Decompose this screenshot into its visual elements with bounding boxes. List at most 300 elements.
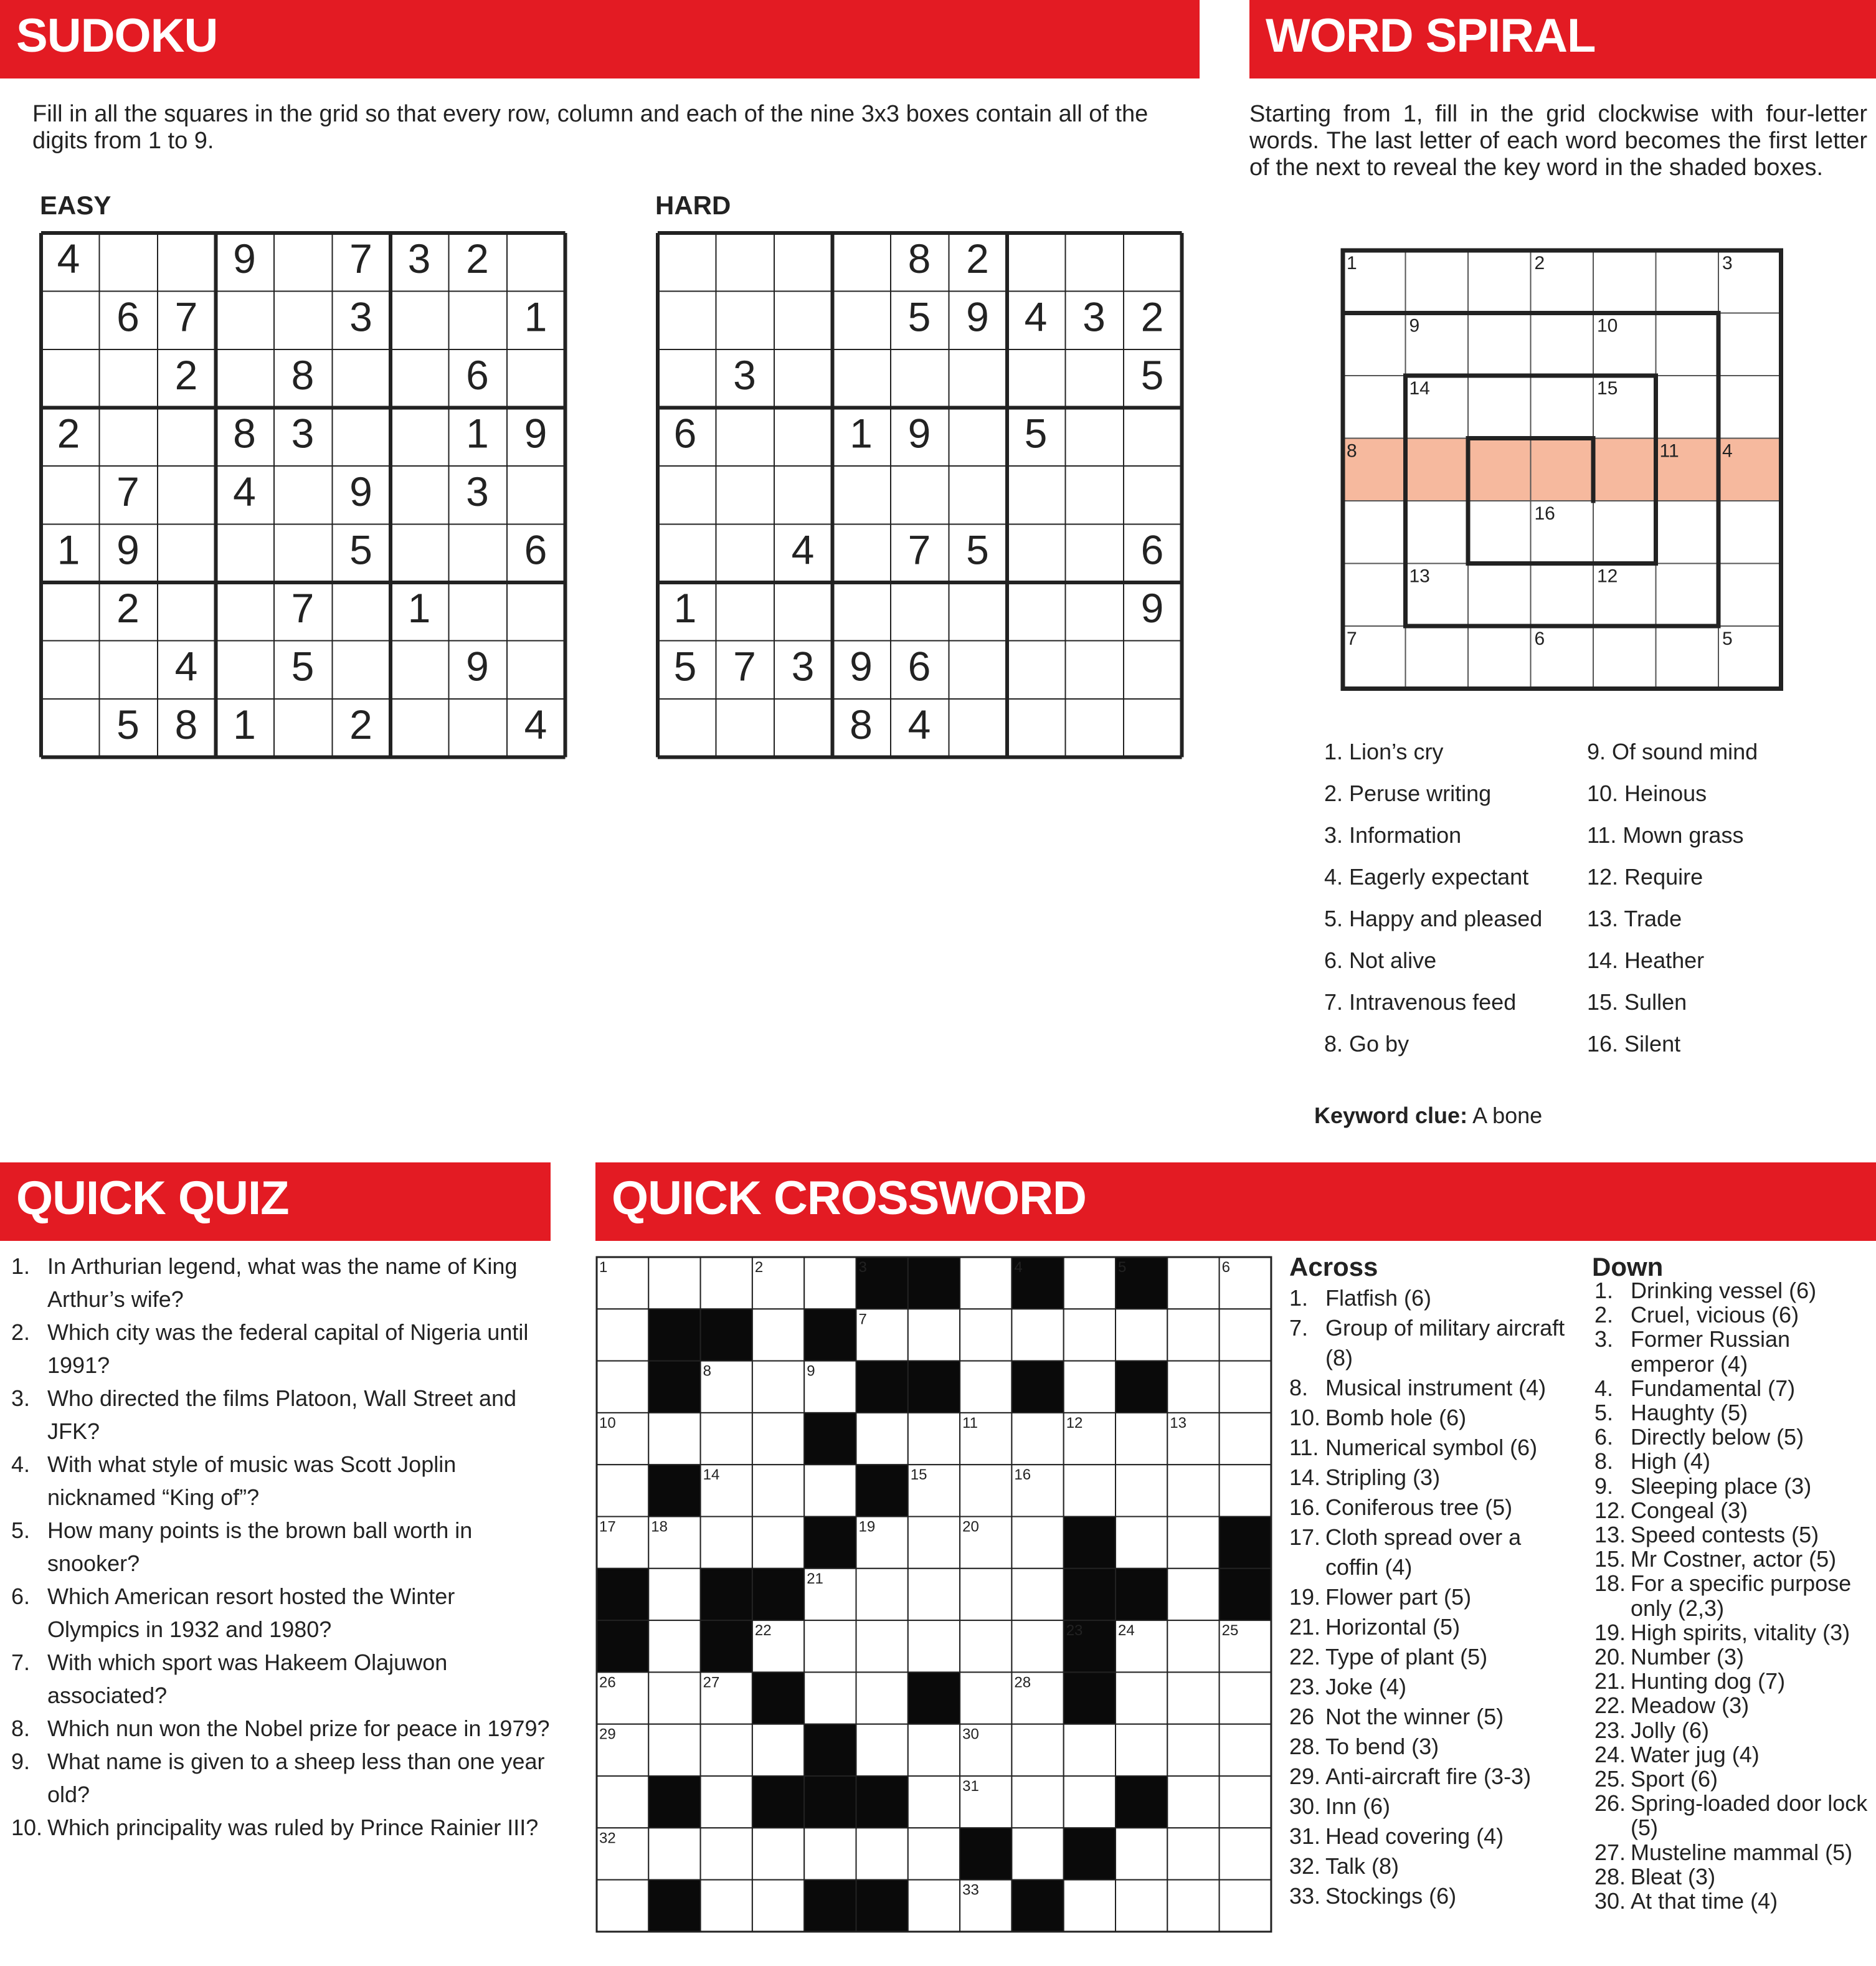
easy-given-digit: 2 [116, 585, 140, 631]
easy-empty-cell[interactable] [100, 349, 158, 408]
easy-empty-cell[interactable] [216, 641, 275, 700]
crossword-cell[interactable] [648, 1672, 700, 1724]
hard-given-digit: 5 [1140, 352, 1164, 398]
hard-empty-cell[interactable] [949, 699, 1008, 757]
hard-empty-cell[interactable] [833, 582, 891, 641]
crossword-cell[interactable] [856, 1672, 908, 1724]
hard-empty-cell[interactable] [1066, 582, 1124, 641]
hard-empty-cell[interactable] [658, 292, 716, 350]
crossword-cell[interactable] [648, 1413, 700, 1465]
crossword-clue [1289, 1582, 1570, 1612]
crossword-cell[interactable] [1116, 1672, 1167, 1724]
crossword-cell[interactable] [1116, 1309, 1167, 1361]
easy-empty-cell[interactable] [391, 525, 449, 583]
crossword-block [856, 1361, 908, 1413]
hard-empty-cell[interactable] [774, 349, 833, 408]
easy-sudoku-grid[interactable] [41, 233, 568, 760]
hard-empty-cell[interactable] [833, 525, 891, 583]
hard-empty-cell[interactable] [1066, 525, 1124, 583]
crossword-block [856, 1880, 908, 1932]
spiral-cell-number: 13 [1409, 566, 1430, 587]
crossword-cell[interactable] [752, 1724, 804, 1776]
hard-empty-cell[interactable] [833, 349, 891, 408]
hard-empty-cell[interactable] [716, 408, 775, 467]
easy-empty-cell[interactable] [158, 466, 216, 525]
spiral-clue: 6. Not alive [1324, 947, 1437, 973]
crossword-cell[interactable] [1011, 1620, 1063, 1672]
easy-empty-cell[interactable] [391, 408, 449, 467]
crossword-cell[interactable] [701, 1828, 752, 1879]
crossword-cell[interactable] [1011, 1569, 1063, 1620]
crossword-clue-number: 26. [1594, 1790, 1626, 1816]
hard-empty-cell[interactable] [716, 466, 775, 525]
crossword-clue-number: 23. [1594, 1717, 1626, 1743]
easy-empty-cell[interactable] [333, 408, 391, 467]
keyword-clue [1314, 1103, 1542, 1129]
crossword-cell[interactable] [752, 1828, 804, 1879]
crossword-cell-number: 18 [651, 1518, 668, 1536]
down-heading: Down [1592, 1252, 1664, 1281]
crossword-cell[interactable] [960, 1672, 1011, 1724]
crossword-clue-number: 15. [1594, 1546, 1626, 1572]
hard-empty-cell[interactable] [716, 292, 775, 350]
crossword-cell-number: 17 [599, 1518, 616, 1536]
crossword-clue [1594, 1645, 1869, 1669]
crossword-cell[interactable] [648, 1620, 700, 1672]
crossword-cell[interactable] [804, 1465, 856, 1516]
crossword-cell[interactable] [1116, 1880, 1167, 1932]
crossword-cell[interactable] [908, 1620, 960, 1672]
easy-empty-cell[interactable] [41, 641, 100, 700]
crossword-cell[interactable] [1167, 1672, 1219, 1724]
easy-empty-cell[interactable] [100, 408, 158, 467]
hard-empty-cell[interactable] [1007, 699, 1066, 757]
hard-empty-cell[interactable] [716, 699, 775, 757]
crossword-block [648, 1465, 700, 1516]
hard-empty-cell[interactable] [833, 292, 891, 350]
easy-given-digit: 2 [57, 410, 80, 457]
crossword-clue-number: 9. [1594, 1473, 1614, 1499]
crossword-cell[interactable] [1220, 1880, 1271, 1932]
hard-empty-cell[interactable] [1066, 466, 1124, 525]
crossword-cell[interactable] [752, 1309, 804, 1361]
crossword-cell[interactable] [597, 1361, 648, 1413]
crossword-cell[interactable] [1220, 1361, 1271, 1413]
crossword-cell[interactable] [1167, 1620, 1219, 1672]
hard-empty-cell[interactable] [1007, 641, 1066, 700]
hard-given-digit: 1 [673, 585, 697, 631]
crossword-cell[interactable] [1220, 1465, 1271, 1516]
crossword-cell[interactable] [1167, 1465, 1219, 1516]
crossword-cell[interactable] [1011, 1776, 1063, 1828]
hard-given-digit: 9 [907, 410, 931, 457]
crossword-cell[interactable] [1167, 1724, 1219, 1776]
easy-empty-cell[interactable] [333, 582, 391, 641]
crossword-cell[interactable] [1011, 1828, 1063, 1879]
crossword-cell-number: 11 [962, 1414, 978, 1432]
crossword-cell[interactable] [1064, 1776, 1116, 1828]
crossword-cell[interactable] [1220, 1776, 1271, 1828]
hard-empty-cell[interactable] [774, 582, 833, 641]
hard-empty-cell[interactable] [1007, 349, 1066, 408]
quiz-question [11, 1580, 553, 1646]
easy-empty-cell[interactable] [41, 466, 100, 525]
hard-empty-cell[interactable] [658, 699, 716, 757]
crossword-clue-text: Flower part (5) [1325, 1584, 1472, 1610]
easy-empty-cell[interactable] [41, 699, 100, 757]
crossword-cell-number: 13 [1170, 1414, 1187, 1432]
crossword-clue [1594, 1449, 1869, 1473]
easy-empty-cell[interactable] [274, 233, 333, 292]
hard-empty-cell[interactable] [716, 233, 775, 292]
hard-empty-cell[interactable] [658, 525, 716, 583]
hard-given-digit: 1 [850, 410, 873, 457]
crossword-block [752, 1569, 804, 1620]
hard-empty-cell[interactable] [658, 233, 716, 292]
crossword-clue [1289, 1403, 1570, 1433]
easy-empty-cell[interactable] [449, 699, 508, 757]
hard-empty-cell[interactable] [949, 466, 1008, 525]
quiz-question [11, 1811, 553, 1844]
quiz-question-text: With what style of music was Scott Joplin nicknamed “King of”? [47, 1451, 457, 1510]
hard-empty-cell[interactable] [1007, 582, 1066, 641]
crossword-cell[interactable] [648, 1828, 700, 1879]
crossword-cell[interactable] [1116, 1724, 1167, 1776]
crossword-cell[interactable] [856, 1724, 908, 1776]
hard-empty-cell[interactable] [949, 641, 1008, 700]
crossword-block [648, 1880, 700, 1932]
crossword-cell[interactable] [804, 1672, 856, 1724]
easy-empty-cell[interactable] [391, 466, 449, 525]
crossword-cell[interactable] [1167, 1361, 1219, 1413]
crossword-clue [1289, 1881, 1570, 1911]
crossword-cell[interactable] [752, 1880, 804, 1932]
easy-empty-cell[interactable] [216, 525, 275, 583]
crossword-cell[interactable] [1167, 1828, 1219, 1879]
easy-empty-cell[interactable] [216, 582, 275, 641]
crossword-cell[interactable] [1116, 1413, 1167, 1465]
crossword-cell[interactable] [856, 1569, 908, 1620]
crossword-cell[interactable] [752, 1361, 804, 1413]
crossword-cell[interactable] [908, 1569, 960, 1620]
easy-empty-cell[interactable] [449, 292, 508, 350]
hard-sudoku-grid[interactable] [658, 233, 1185, 760]
crossword-clue [1289, 1522, 1570, 1582]
hard-empty-cell[interactable] [1124, 408, 1182, 467]
crossword-cell-number: 6 [1221, 1259, 1230, 1276]
quick-crossword-banner [595, 1162, 1876, 1241]
crossword-cell[interactable] [1064, 1309, 1116, 1361]
crossword-clue-number: 22. [1594, 1693, 1626, 1719]
crossword-cell[interactable] [597, 1465, 648, 1516]
crossword-cell[interactable] [1167, 1880, 1219, 1932]
crossword-block [701, 1569, 752, 1620]
crossword-cell[interactable] [1220, 1672, 1271, 1724]
spiral-cell-number: 10 [1597, 315, 1618, 336]
easy-given-digit: 9 [466, 643, 489, 690]
spiral-cell-number: 3 [1722, 253, 1733, 273]
hard-empty-cell[interactable] [1124, 641, 1182, 700]
easy-empty-cell[interactable] [449, 525, 508, 583]
easy-empty-cell[interactable] [274, 292, 333, 350]
crossword-cell[interactable] [1116, 1465, 1167, 1516]
crossword-cell[interactable] [908, 1776, 960, 1828]
crossword-cell[interactable] [908, 1517, 960, 1569]
easy-empty-cell[interactable] [391, 641, 449, 700]
quiz-question [11, 1712, 553, 1745]
crossword-cell[interactable] [701, 1257, 752, 1309]
crossword-cell[interactable] [752, 1465, 804, 1516]
easy-empty-cell[interactable] [216, 349, 275, 408]
crossword-cell[interactable] [1167, 1517, 1219, 1569]
crossword-cell[interactable] [960, 1257, 1011, 1309]
crossword-cell[interactable] [960, 1465, 1011, 1516]
easy-given-digit: 9 [116, 526, 140, 573]
crossword-clue [1289, 1792, 1570, 1821]
crossword-cell[interactable] [1011, 1413, 1063, 1465]
easy-empty-cell[interactable] [216, 292, 275, 350]
crossword-clue-text: Sleeping place (3) [1631, 1473, 1812, 1499]
crossword-clue-number: 24. [1594, 1741, 1626, 1767]
hard-empty-cell[interactable] [833, 466, 891, 525]
easy-given-digit: 6 [524, 526, 547, 573]
easy-given-digit: 8 [291, 352, 315, 398]
crossword-cell[interactable] [908, 1880, 960, 1932]
crossword-cell[interactable] [648, 1569, 700, 1620]
hard-empty-cell[interactable] [1124, 233, 1182, 292]
hard-empty-cell[interactable] [949, 582, 1008, 641]
sudoku-instructions: Fill in all the squares in the grid so that every row, column and each of the nine 3x3 boxes contain all of the digits from 1 to 9. [32, 101, 1149, 154]
hard-given-digit: 4 [791, 526, 815, 573]
crossword-cell[interactable] [701, 1413, 752, 1465]
crossword-cell[interactable] [597, 1880, 648, 1932]
hard-given-digit: 5 [907, 293, 931, 340]
easy-empty-cell[interactable] [41, 292, 100, 350]
easy-empty-cell[interactable] [507, 349, 566, 408]
crossword-cell[interactable] [1064, 1465, 1116, 1516]
easy-empty-cell[interactable] [391, 292, 449, 350]
crossword-clue-text: Anti-aircraft fire (3-3) [1325, 1764, 1532, 1789]
crossword-cell[interactable] [1220, 1724, 1271, 1776]
crossword-cell[interactable] [1064, 1724, 1116, 1776]
hard-empty-cell[interactable] [716, 582, 775, 641]
crossword-clue-text: Mr Costner, actor (5) [1631, 1546, 1837, 1572]
hard-label: HARD [655, 191, 731, 220]
hard-empty-cell[interactable] [1007, 525, 1066, 583]
crossword-block [908, 1672, 960, 1724]
crossword-cell[interactable] [1167, 1776, 1219, 1828]
crossword-cell[interactable] [1220, 1309, 1271, 1361]
crossword-cell[interactable] [960, 1620, 1011, 1672]
crossword-clue-text: High spirits, vitality (3) [1631, 1619, 1850, 1645]
crossword-cell[interactable] [701, 1776, 752, 1828]
hard-empty-cell[interactable] [658, 349, 716, 408]
easy-empty-cell[interactable] [41, 349, 100, 408]
easy-given-digit: 1 [466, 410, 489, 457]
crossword-cell[interactable] [1220, 1828, 1271, 1879]
quiz-question-text: How many points is the brown ball worth in snooker? [47, 1517, 473, 1576]
hard-empty-cell[interactable] [949, 408, 1008, 467]
crossword-cell[interactable] [960, 1569, 1011, 1620]
quiz-question-text: With which sport was Hakeem Olajuwon associated? [47, 1650, 448, 1708]
crossword-clue-number: 23. [1289, 1674, 1321, 1699]
hard-empty-cell[interactable] [774, 408, 833, 467]
crossword-cell-number: 19 [858, 1518, 876, 1536]
easy-empty-cell[interactable] [274, 699, 333, 757]
easy-empty-cell[interactable] [158, 582, 216, 641]
hard-empty-cell[interactable] [774, 233, 833, 292]
easy-empty-cell[interactable] [449, 582, 508, 641]
crossword-cell[interactable] [1220, 1413, 1271, 1465]
crossword-cell-number: 14 [703, 1466, 720, 1484]
quiz-question-number: 2. [11, 1319, 31, 1345]
crossword-clue [1594, 1498, 1869, 1522]
easy-empty-cell[interactable] [391, 699, 449, 757]
hard-empty-cell[interactable] [1007, 466, 1066, 525]
easy-empty-cell[interactable] [507, 466, 566, 525]
crossword-cell[interactable] [1011, 1724, 1063, 1776]
crossword-cell[interactable] [1167, 1309, 1219, 1361]
easy-empty-cell[interactable] [507, 641, 566, 700]
spiral-clue: 10. Heinous [1587, 781, 1707, 806]
hard-empty-cell[interactable] [774, 699, 833, 757]
hard-empty-cell[interactable] [891, 582, 949, 641]
crossword-cell[interactable] [960, 1309, 1011, 1361]
crossword-clue-number: 19. [1594, 1619, 1626, 1645]
hard-empty-cell[interactable] [716, 525, 775, 583]
crossword-cell[interactable] [752, 1413, 804, 1465]
crossword-block [804, 1880, 856, 1932]
hard-empty-cell[interactable] [1066, 699, 1124, 757]
crossword-cell[interactable] [908, 1413, 960, 1465]
crossword-clue-text: High (4) [1631, 1448, 1711, 1474]
crossword-cell[interactable] [908, 1309, 960, 1361]
crossword-block [597, 1569, 648, 1620]
easy-empty-cell[interactable] [41, 582, 100, 641]
keyword-value: A bone [1467, 1103, 1543, 1128]
crossword-cell[interactable] [1167, 1569, 1219, 1620]
hard-empty-cell[interactable] [1124, 699, 1182, 757]
hard-given-digit: 7 [733, 643, 756, 690]
easy-empty-cell[interactable] [391, 349, 449, 408]
hard-empty-cell[interactable] [949, 349, 1008, 408]
crossword-grid[interactable] [597, 1257, 1244, 1936]
easy-empty-cell[interactable] [507, 582, 566, 641]
crossword-cell[interactable] [856, 1828, 908, 1879]
crossword-cell[interactable] [1011, 1309, 1063, 1361]
hard-empty-cell[interactable] [1066, 349, 1124, 408]
crossword-cell-number: 29 [599, 1726, 616, 1743]
hard-empty-cell[interactable] [1124, 466, 1182, 525]
crossword-cell[interactable] [1167, 1257, 1219, 1309]
hard-empty-cell[interactable] [1007, 233, 1066, 292]
crossword-clue-text: Number (3) [1631, 1644, 1745, 1670]
crossword-cell[interactable] [648, 1724, 700, 1776]
crossword-cell[interactable] [1064, 1257, 1116, 1309]
crossword-cell-number: 23 [1066, 1622, 1083, 1640]
easy-empty-cell[interactable] [274, 466, 333, 525]
crossword-block [1064, 1672, 1116, 1724]
crossword-block [1220, 1517, 1271, 1569]
crossword-cell[interactable] [1064, 1880, 1116, 1932]
crossword-clue [1289, 1642, 1570, 1672]
quiz-question-text: Which city was the federal capital of Nigeria until 1991? [47, 1319, 529, 1378]
hard-empty-cell[interactable] [1066, 233, 1124, 292]
hard-empty-cell[interactable] [774, 466, 833, 525]
crossword-cell[interactable] [804, 1828, 856, 1879]
hard-empty-cell[interactable] [891, 349, 949, 408]
crossword-cell[interactable] [701, 1517, 752, 1569]
crossword-clue-number: 21. [1289, 1614, 1321, 1640]
crossword-cell[interactable] [908, 1828, 960, 1879]
easy-empty-cell[interactable] [100, 641, 158, 700]
crossword-clue-text: Numerical symbol (6) [1325, 1435, 1538, 1460]
crossword-clue [1594, 1425, 1869, 1449]
easy-given-digit: 1 [233, 701, 256, 748]
crossword-cell[interactable] [701, 1880, 752, 1932]
easy-empty-cell[interactable] [158, 408, 216, 467]
easy-empty-cell[interactable] [158, 233, 216, 292]
spiral-clue: 15. Sullen [1587, 989, 1687, 1015]
easy-empty-cell[interactable] [333, 641, 391, 700]
crossword-cell[interactable] [597, 1776, 648, 1828]
easy-given-digit: 3 [407, 235, 431, 282]
crossword-block [1116, 1361, 1167, 1413]
hard-empty-cell[interactable] [1066, 641, 1124, 700]
quiz-question [11, 1514, 553, 1580]
crossword-cell[interactable] [804, 1620, 856, 1672]
hard-empty-cell[interactable] [833, 233, 891, 292]
crossword-clue [1289, 1283, 1570, 1313]
hard-empty-cell[interactable] [891, 466, 949, 525]
crossword-cell[interactable] [856, 1413, 908, 1465]
hard-empty-cell[interactable] [1066, 408, 1124, 467]
easy-empty-cell[interactable] [274, 525, 333, 583]
hard-empty-cell[interactable] [658, 466, 716, 525]
crossword-clue-number: 16. [1289, 1494, 1321, 1520]
crossword-cell[interactable] [1116, 1517, 1167, 1569]
hard-given-digit: 4 [907, 701, 931, 748]
easy-empty-cell[interactable] [158, 525, 216, 583]
hard-empty-cell[interactable] [774, 292, 833, 350]
crossword-cell[interactable] [1116, 1828, 1167, 1879]
crossword-cell[interactable] [648, 1257, 700, 1309]
keyword-shaded-row [1343, 439, 1781, 501]
crossword-cell[interactable] [701, 1724, 752, 1776]
crossword-cell[interactable] [804, 1257, 856, 1309]
crossword-cell[interactable] [597, 1309, 648, 1361]
crossword-clue-number: 13. [1594, 1522, 1626, 1548]
crossword-clue-text: Drinking vessel (6) [1631, 1278, 1817, 1303]
word-spiral-grid[interactable] [1343, 250, 1783, 690]
easy-given-digit: 9 [349, 468, 372, 515]
quiz-question-number: 4. [11, 1451, 31, 1477]
crossword-cell-number: 16 [1014, 1466, 1031, 1484]
crossword-cell[interactable] [908, 1724, 960, 1776]
crossword-cell[interactable] [1011, 1517, 1063, 1569]
easy-given-digit: 1 [407, 585, 431, 631]
hard-given-digit: 6 [673, 410, 697, 457]
crossword-clue-number: 25. [1594, 1766, 1626, 1792]
crossword-cell[interactable] [856, 1620, 908, 1672]
easy-empty-cell[interactable] [100, 233, 158, 292]
word-spiral-instructions: Starting from 1, fill in the grid clockwise with four-letter words. The last letter of each word becomes the first letter of the next to reveal the key word in the shaded boxes. [1249, 101, 1867, 181]
crossword-cell[interactable] [960, 1361, 1011, 1413]
crossword-cell[interactable] [752, 1517, 804, 1569]
crossword-cell[interactable] [1064, 1361, 1116, 1413]
easy-empty-cell[interactable] [333, 349, 391, 408]
easy-empty-cell[interactable] [507, 233, 566, 292]
